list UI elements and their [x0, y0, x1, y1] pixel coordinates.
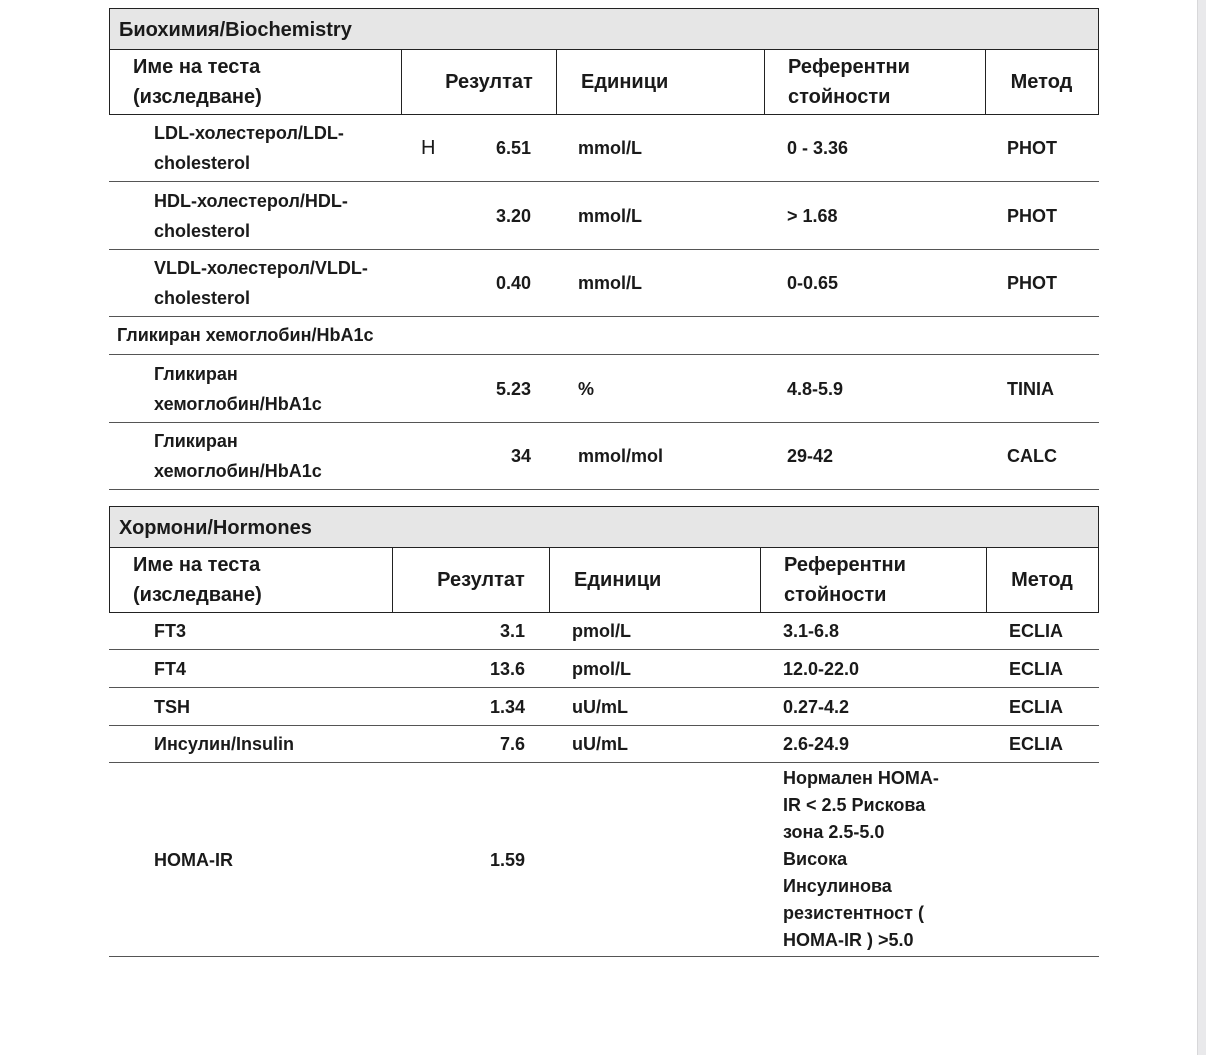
header-test-name: Име на теста (изследване) — [110, 548, 393, 612]
reference-range: 0-0.65 — [787, 273, 839, 293]
table-header — [109, 50, 1099, 115]
page-edge — [1197, 0, 1206, 1055]
result-cell — [401, 115, 556, 181]
test-name: Гликиран хемоглобин/HbA1c — [154, 431, 322, 481]
header-reference: Референтни стойности — [765, 50, 986, 114]
result-value: 34 — [510, 446, 531, 466]
reference-range: 0.27-4.2 — [783, 696, 850, 717]
result-value: 1.34 — [489, 696, 525, 717]
result-value: 7.6 — [499, 734, 525, 754]
units: uU/mL — [572, 734, 628, 754]
result-value: 13.6 — [489, 658, 525, 679]
units: mmol/L — [578, 273, 643, 293]
test-name: FT3 — [154, 621, 187, 641]
method: ECLIA — [1009, 696, 1063, 717]
reference-range: 3.1-6.8 — [783, 621, 840, 641]
table-row — [109, 613, 1099, 650]
table-row — [109, 726, 1099, 763]
reference-range: 4.8-5.9 — [787, 378, 844, 399]
high-flag: H — [421, 137, 436, 159]
units: % — [578, 378, 595, 399]
reference-range: 12.0-22.0 — [783, 658, 860, 679]
units: pmol/L — [572, 658, 631, 679]
method: ECLIA — [1009, 734, 1063, 754]
method: TINIA — [1007, 378, 1054, 399]
table-row — [109, 250, 1099, 317]
table-header — [109, 548, 1099, 613]
hormones-section — [109, 506, 1099, 957]
test-name: HOMA-IR — [154, 849, 233, 870]
section-title: Биохимия/Biochemistry — [109, 8, 1099, 50]
test-name: Гликиран хемоглобин/HbA1c — [154, 363, 322, 414]
method: ECLIA — [1009, 621, 1063, 641]
method: PHOT — [1007, 273, 1058, 293]
table-row — [109, 355, 1099, 423]
result-value: 6.51 — [495, 138, 531, 158]
units: pmol/L — [572, 621, 631, 641]
category-heading: Гликиран хемоглобин/HbA1c — [109, 317, 1099, 355]
result-value: 0.40 — [495, 273, 531, 293]
units: mmol/mol — [578, 446, 664, 466]
header-result: Резултат — [402, 50, 557, 114]
test-name: VLDL-холестерол/VLDL- cholesterol — [154, 258, 368, 308]
header-test-name: Име на теста (изследване) — [110, 50, 402, 114]
test-name: FT4 — [154, 658, 187, 679]
header-method: Метод — [1011, 569, 1073, 591]
header-units: Единици — [557, 50, 765, 114]
table-row — [109, 115, 1099, 182]
method: CALC — [1007, 446, 1057, 466]
test-name: TSH — [154, 696, 190, 717]
result-value: 5.23 — [495, 378, 531, 399]
units — [549, 763, 760, 956]
table-row — [109, 650, 1099, 688]
table-row — [109, 688, 1099, 726]
units: uU/mL — [572, 696, 628, 717]
result-value: 1.59 — [489, 849, 525, 870]
header-reference: Референтни стойности — [761, 548, 987, 612]
method: ECLIA — [1009, 658, 1063, 679]
reference-range: > 1.68 — [787, 205, 838, 226]
header-result: Резултат — [393, 548, 550, 612]
result-value: 3.1 — [499, 621, 525, 641]
reference-range: 29-42 — [787, 446, 834, 466]
section-title: Хормони/Hormones — [109, 506, 1099, 548]
reference-range: 2.6-24.9 — [783, 734, 850, 754]
reference-range: Нормален HOMA- IR < 2.5 Рискова зона 2.5-5.0 Висока Инсулинова резистентност ( HOMA-IR ) >5.0 — [783, 768, 939, 950]
method: PHOT — [1007, 205, 1058, 226]
table-row — [109, 763, 1099, 957]
test-name: HDL-холестерол/HDL- cholesterol — [154, 190, 348, 241]
method — [986, 763, 1099, 956]
header-method: Метод — [1010, 71, 1073, 93]
table-row — [109, 182, 1099, 250]
biochemistry-section — [109, 8, 1099, 490]
header-units: Единици — [550, 548, 761, 612]
test-name: Инсулин/Insulin — [154, 734, 294, 754]
reference-range: 0 - 3.36 — [787, 138, 849, 158]
units: mmol/L — [578, 205, 643, 226]
test-name: LDL-холестерол/LDL- cholesterol — [154, 123, 344, 173]
result-value: 3.20 — [495, 205, 531, 226]
method: PHOT — [1007, 138, 1058, 158]
table-row — [109, 423, 1099, 490]
units: mmol/L — [578, 138, 643, 158]
